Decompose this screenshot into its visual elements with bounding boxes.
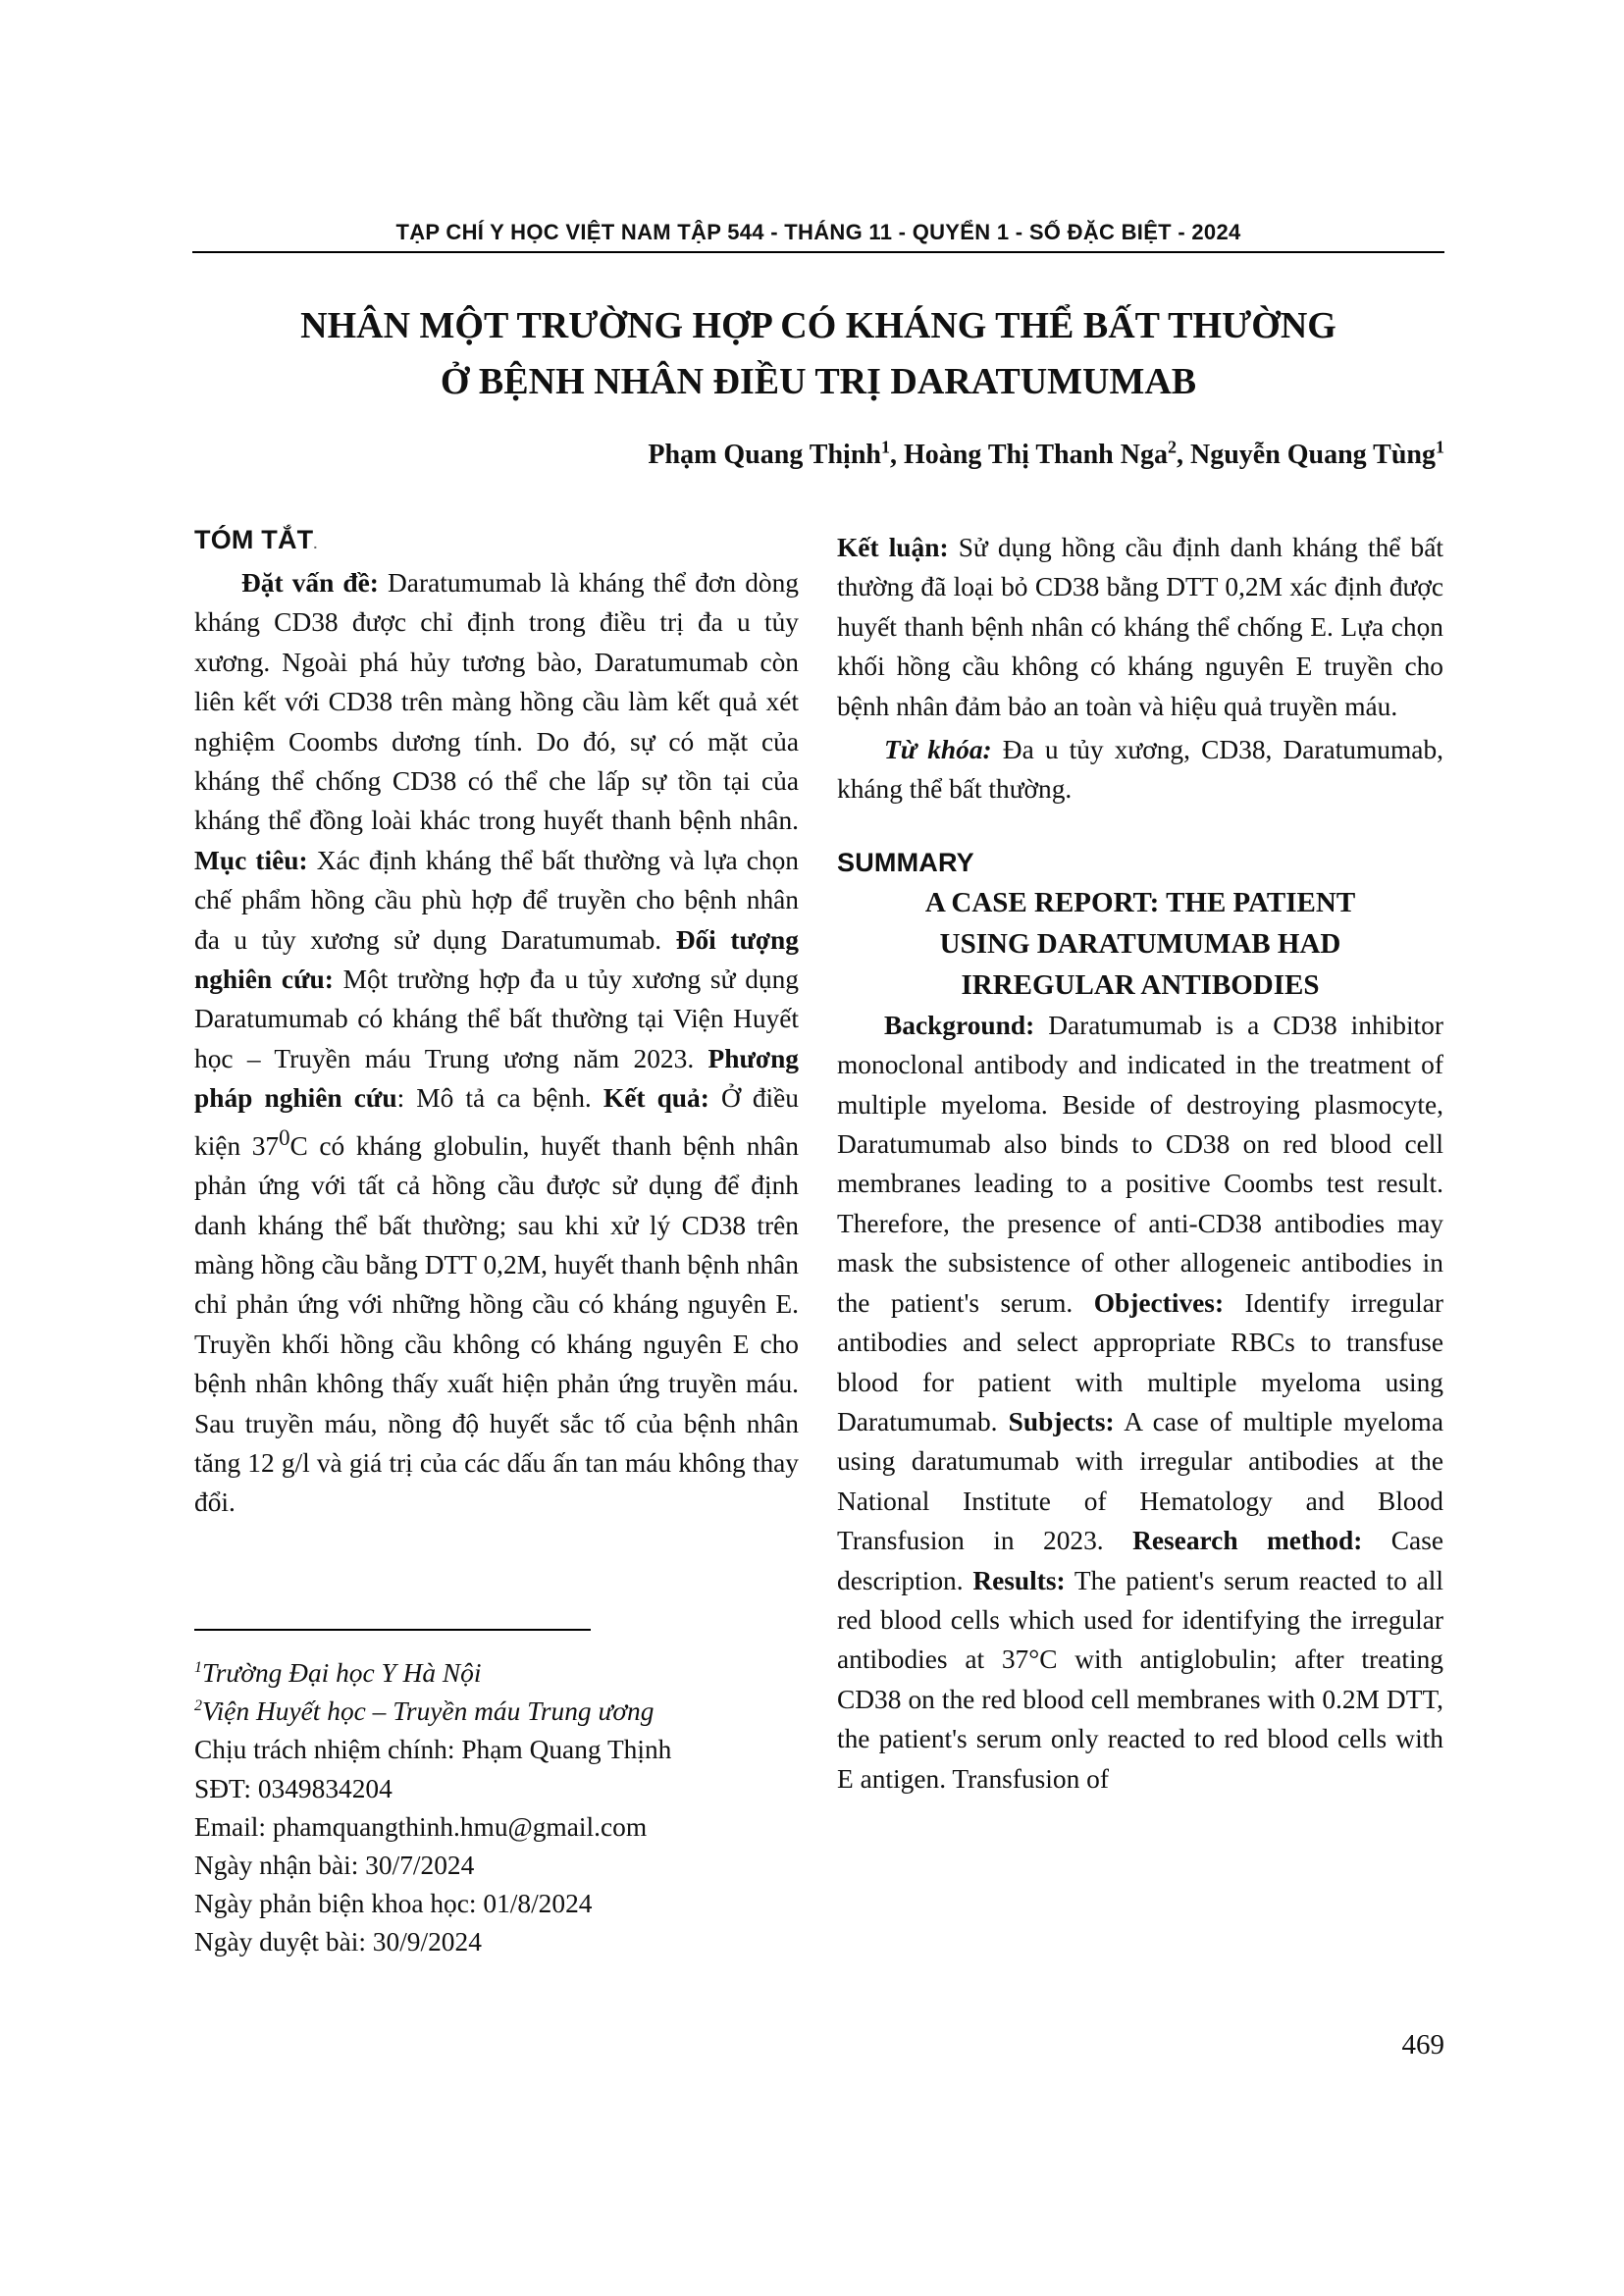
responsible-author: Chịu trách nhiệm chính: Phạm Quang Thịnh <box>194 1735 672 1765</box>
summary-title: A CASE REPORT: THE PATIENT USING DARATUMUMAB HAD IRREGULAR ANTIBODIES <box>924 886 1356 1001</box>
en-objectives-text: Identify irregular antibodies and select appropriate RBCs to transfuse blood for patient with multiple myeloma using Daratumumab. <box>837 1287 1443 1436</box>
en-method-text: Case description. <box>837 1526 1444 1595</box>
summary-heading: SUMMARY <box>837 847 974 877</box>
en-objectives-label: Objectives: <box>1093 1287 1225 1318</box>
affiliation-2: $^2$Viện Huyết học – Truyền máu Trung ương <box>194 1696 655 1727</box>
review-date: Ngày phản biện khoa học: 01/8/2024 <box>194 1889 593 1919</box>
title-line-1: NHÂN MỘT TRƯỜNG HỢP CÓ KHÁNG THỂ BẤT THƯỜNG <box>300 305 1336 346</box>
keywords-text: Đa u tủy xương, CD38, Daratumumab, kháng thể bất thường. <box>837 735 1443 805</box>
footnotes <box>194 1654 799 1962</box>
abstract-vi-body <box>194 563 799 1523</box>
received-date: Ngày nhận bài: 30/7/2024 <box>194 1851 475 1881</box>
objective-label: Mục tiêu: <box>194 845 308 875</box>
affiliation-1: $^1$Trường Đại học Y Hà Nội <box>194 1658 482 1688</box>
footnote-rule <box>194 1629 591 1631</box>
conclusion-label: Kết luận: <box>837 533 949 562</box>
phone: SĐT: 0349834204 <box>194 1773 393 1803</box>
author-affiliation: 1 <box>1436 437 1444 457</box>
running-head: TẠP CHÍ Y HỌC VIỆT NAM TẬP 544 - THÁNG 11 - QUYỂN 1 - SỐ ĐẶC BIỆT - 2024 <box>395 220 1241 244</box>
article-title <box>192 298 1444 410</box>
abstract-heading: TÓM TẮT. <box>194 525 318 554</box>
objective-text: Xác định kháng thể bất thường và lựa chọn chế phẩm hồng cầu phù hợp để truyền cho bệnh nhân đa u tủy xương sử dụng Daratumumab. <box>194 845 799 955</box>
subjects-text: Một trường hợp đa u tủy xương sử dụng Daratumumab có kháng thể bất thường tại Viện Huyết học – Truyền máu Trung ương năm 2023. <box>194 965 799 1073</box>
conclusion-text: Sử dụng hồng cầu định danh kháng thể bất thường đã loại bỏ CD38 bằng DTT 0,2M xác định được huyết thanh bệnh nhân có kháng thể chống E. Lựa chọn khối hồng cầu không có kháng nguyên E truyền cho bệnh nhân đảm bảo an toàn và hiệu quả truyền máu. <box>837 533 1443 721</box>
author-name: Nguyễn Quang Tùng <box>1189 440 1436 470</box>
en-results-text: The patient's serum reacted to all red blood cells which used for identifying the irregular antibodies at 37°C with antiglobulin; after treating CD38 on the red blood cell membranes with 0.2M DTT, the patient's serum only reacted to red blood cells with E antigen. Transfusion of <box>837 1565 1443 1794</box>
accepted-date: Ngày duyệt bài: 30/9/2024 <box>194 1927 482 1957</box>
en-subjects-label: Subjects: <box>1008 1406 1115 1436</box>
title-line-2: Ở BỆNH NHÂN ĐIỀU TRỊ DARATUMUMAB <box>440 361 1197 402</box>
en-subjects-text: A case of multiple myeloma using daratumumab with irregular antibodies at the National Institute of Hematology and Blood Transfusion in 2023. <box>837 1406 1443 1556</box>
results-superscript: 0 <box>279 1124 290 1150</box>
author-affiliation: 1 <box>880 437 890 457</box>
author-list: Phạm Quang Thịnh$^1$, Hoàng Thị Thanh Nga$^2$, Nguyễn Quang Tùng$^1$ <box>648 437 1444 470</box>
author-affiliation: 2 <box>1167 437 1177 457</box>
email: Email: phamquangthinh.hmu@gmail.com <box>194 1811 648 1842</box>
en-results-label: Results: <box>972 1565 1066 1595</box>
background-text: Daratumumab là kháng thể đơn dòng kháng CD38 được chỉ định trong điều trị đa u tủy xương. Ngoài phá hủy tương bào, Daratumumab còn liên kết với CD38 trên màng hồng cầu làm kết quả xét nghiệm Coombs dương tính. Do đó, sự có mặt của kháng thể chống CD38 có thể che lấp sự tồn tại của kháng thể đồng loài khác trong huyết thanh bệnh nhân. <box>194 568 799 836</box>
header-rule <box>192 251 1444 253</box>
method-text: : Mô tả ca bệnh. <box>396 1083 592 1114</box>
method-label: Phương pháp nghiên cứu <box>194 1043 799 1114</box>
abstract-vi-continued <box>837 528 1443 726</box>
background-label: Đặt vấn đề: <box>241 568 379 598</box>
keywords <box>837 730 1443 809</box>
left-column <box>194 520 799 1523</box>
summary-body <box>837 1006 1443 1799</box>
right-column <box>837 528 1443 1799</box>
en-background-text: Daratumumab is a CD38 inhibitor monoclonal antibody and indicated in the treatment of multiple myeloma. Beside of destroying plasmocyte, Daratumumab also binds to CD38 on red blood cell membranes leading to a positive Coombs test result. Therefore, the presence of anti-CD38 antibodies may mask the subsistence of other allogeneic antibodies in the patient's serum. <box>837 1010 1443 1318</box>
en-method-label: Research method: <box>1132 1526 1363 1556</box>
page-number: 469 <box>1401 2029 1444 2061</box>
en-background-label: Background: <box>884 1010 1035 1040</box>
author-name: Phạm Quang Thịnh <box>648 440 881 470</box>
keywords-label: Từ khóa: <box>884 735 992 765</box>
author-name: Hoàng Thị Thanh Nga <box>903 440 1168 470</box>
results-text-cont: C có kháng globulin, huyết thanh bệnh nhân phản ứng với tất cả hồng cầu được sử dụng để định danh kháng thể bất thường; sau khi xử lý CD38 trên màng hồng cầu bằng DTT 0,2M, huyết thanh bệnh nhân chỉ phản ứng với những hồng cầu có kháng nguyên E. Truyền khối hồng cầu không có kháng nguyên E cho bệnh nhân không thấy xuất hiện phản ứng truyền máu. Sau truyền máu, nồng độ huyết sắc tố của bệnh nhân tăng 12 g/l và giá trị của các dấu ấn tan máu không thay đổi. <box>194 1130 799 1518</box>
results-label: Kết quả: <box>602 1083 709 1114</box>
subjects-label: Đối tượng nghiên cứu: <box>194 924 799 995</box>
results-text: Ở điều kiện 37 <box>194 1083 799 1161</box>
